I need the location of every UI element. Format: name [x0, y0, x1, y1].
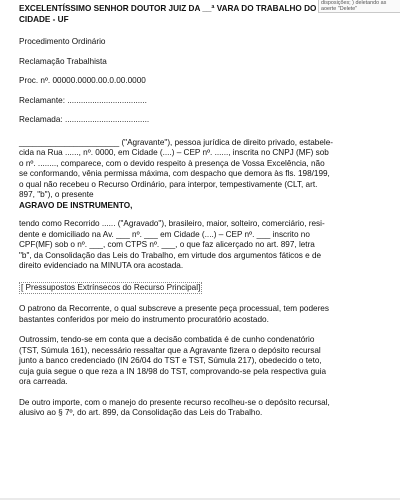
intro-line: ______________________ ("Agravante"), pessoa jurídica de direito privado, estabele-: [19, 137, 333, 147]
patrono-line: bastantes conferidos por meio do instrumento procuratório acostado.: [19, 314, 269, 324]
intro-line: cida na Rua ......, nº. 0000, em Cidade (....) – CEP nº. ......, inscrita no CNPJ (MF) sob: [19, 148, 329, 157]
claimant-field: Reclamante: ...................................: [19, 95, 147, 105]
section-bracket: [19, 282, 385, 295]
outrossim-paragraph: [19, 335, 385, 388]
heading-agravo: AGRAVO DE INSTRUMENTO,: [19, 200, 133, 210]
respondent-field: Reclamada: .....................................: [19, 115, 150, 124]
patrono-line: O patrono da Recorrente, o qual subscreve a presente peça processual, tem poderes: [19, 304, 329, 313]
patrono-paragraph: [19, 304, 385, 325]
outrossim-line: Outrossim, tendo-se em conta que a decisão combatida é de cunho condenatório: [19, 335, 315, 344]
agravo-line: "b", da Consolidação das Leis do Trabalho, em virtude dos argumentos fáticos e de: [19, 250, 322, 260]
procedure-type: Procedimento Ordinário: [19, 37, 106, 46]
agravo-paragraph: [19, 219, 385, 272]
intro-line: o nº. ........, comparece, com o devido respeito à presença de Vossa Excelência, não: [19, 158, 325, 168]
tooltip-line-2: aoerte "Delete": [321, 6, 358, 12]
outrossim-line: junto a banco credenciado (IN 26/04 do TST e TST, Súmula 217), obedecido o teto,: [19, 356, 322, 365]
deposit-paragraph: [19, 398, 385, 419]
intro-line: se conformando, vênia permissa máxima, com despacho que demora às fls. 198/199,: [19, 169, 330, 178]
outrossim-line: cuja guia segue o que reza a IN 18/98 do TST, comprovando-se pela respectiva guia: [19, 366, 327, 376]
deposit-line: De outro importe, com o manejo do presente recurso recolheu-se o depósito recursal,: [19, 397, 330, 407]
agravo-line: dente e domiciliado na Av. ___ nº. ___ em Cidade (....) – CEP nº. ___ inscrito no: [19, 229, 310, 239]
document-title-line-1: EXCELENTÍSSIMO SENHOR DOUTOR JUIZ DA __ª VARA DO TRABALHO DO: [19, 4, 317, 13]
document-title-line-2: CIDADE - UF: [19, 14, 69, 24]
intro-line: o qual não recebeu o Recurso Ordinário, para interpor, tempestivamente (CLT, art.: [19, 179, 318, 189]
deposit-line: alusivo ao § 7º, do art. 899, da Consolidação das Leis do Trabalho.: [19, 408, 263, 417]
outrossim-line: (TST, Súmula 161), necessário ressaltar que a Agravante fizera o depósito recursal: [19, 345, 321, 355]
intro-line: 897, "b"), o presente: [19, 190, 94, 199]
document-body: [19, 4, 385, 419]
tooltip-line-1: disposições; ) deletando as: [321, 0, 387, 6]
intro-paragraph: [19, 138, 385, 201]
agravo-line: CPF(MF) sob o nº. ___, com CTPS nº. ___, o que faz alicerçado no art. 897, letra: [19, 240, 315, 249]
agravo-line: direito evidenciado na MINUTA ora acostada.: [19, 261, 184, 270]
outrossim-line: ora carreada.: [19, 377, 68, 386]
section-bracket-text: [ Pressupostos Extrínsecos do Recurso Principal]: [19, 282, 202, 295]
claim-type: Reclamação Trabalhista: [19, 56, 107, 66]
process-number: Proc. nº. 00000.0000.00.0.00.0000: [19, 76, 146, 85]
agravo-line: tendo como Recorrido ...... ("Agravado"), brasileiro, maior, solteiro, comerciário, resi-: [19, 219, 325, 228]
